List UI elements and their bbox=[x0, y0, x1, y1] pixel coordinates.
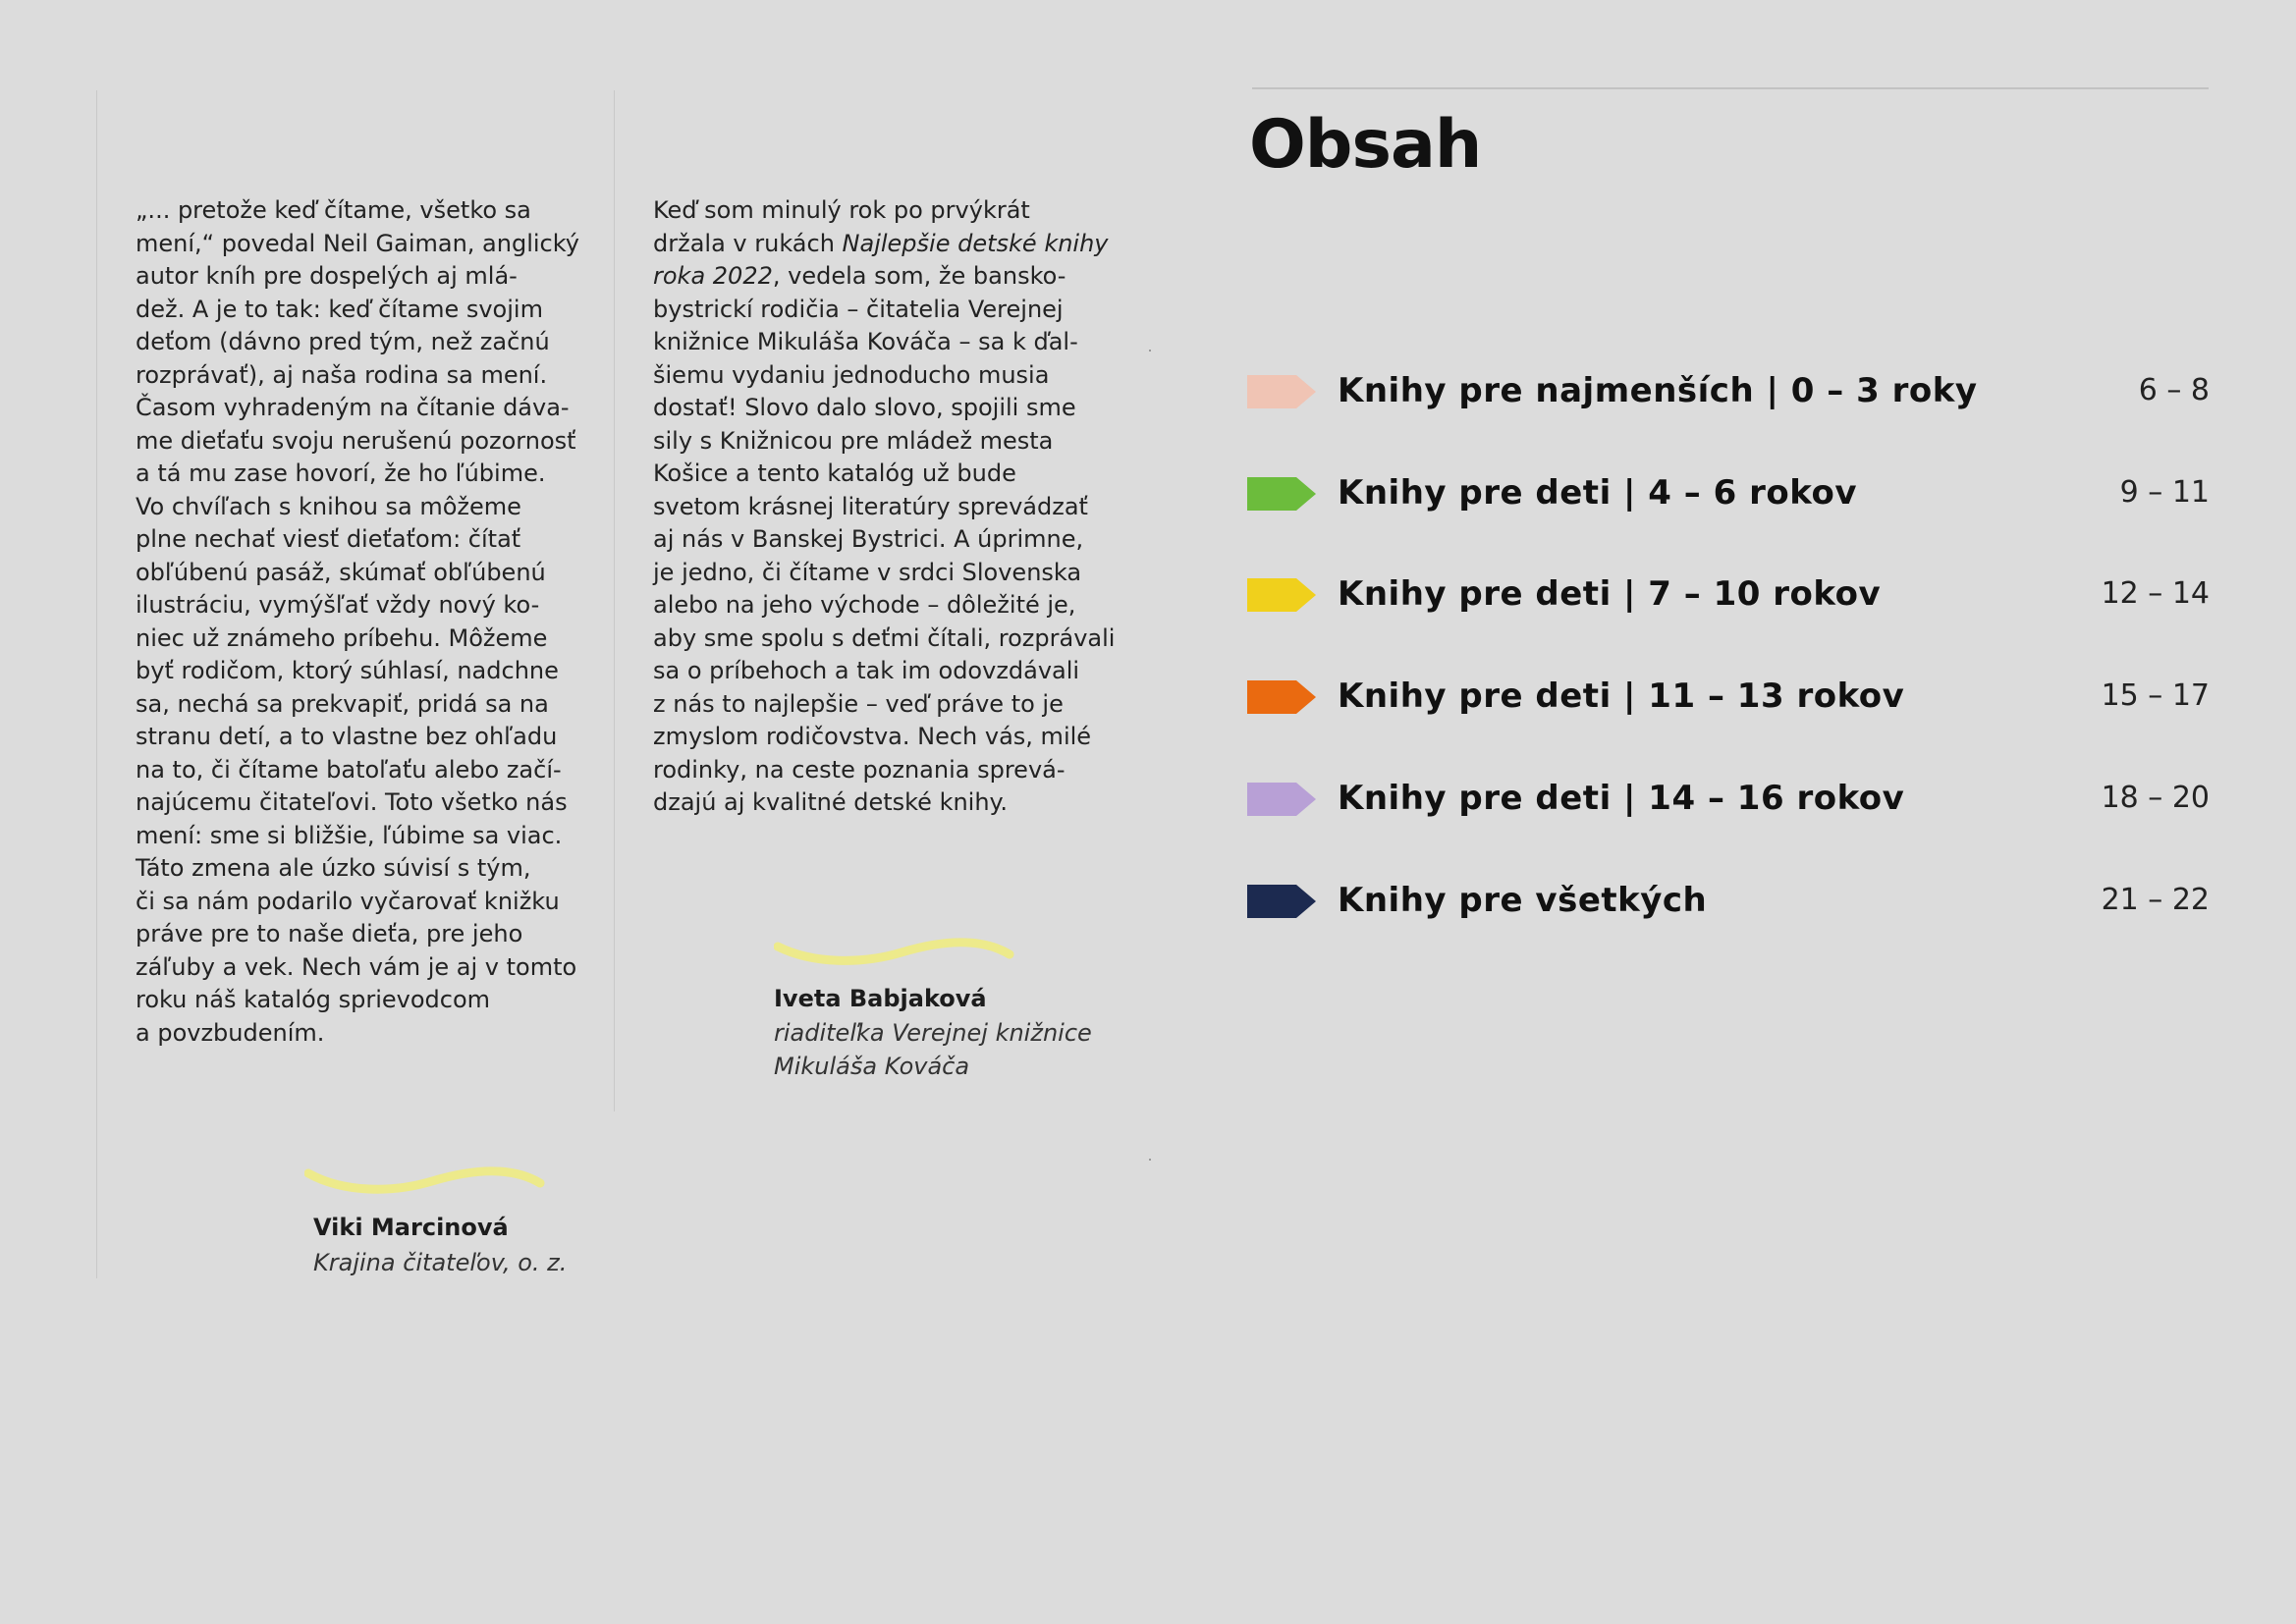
color-tag-icon bbox=[1247, 475, 1318, 513]
middle-text-line bbox=[653, 491, 1088, 524]
left-text-line: deťom (dávno pred tým, než začnú bbox=[136, 328, 550, 355]
middle-text-line bbox=[653, 425, 1075, 459]
left-text-line: Časom vyhradeným na čítanie dáva- bbox=[136, 394, 570, 421]
middle-text-line bbox=[653, 228, 1109, 261]
signature-name-left: Viki Marcinová bbox=[313, 1214, 509, 1241]
middle-text-line bbox=[653, 655, 1080, 688]
left-text-line: sa, nechá sa prekvapiť, pridá sa na bbox=[136, 689, 549, 718]
middle-text-line bbox=[653, 623, 1116, 656]
toc-item[interactable] bbox=[1247, 775, 2210, 824]
left-text-line: plne nechať viesť dieťaťom: čítať bbox=[136, 525, 521, 553]
signature-role-left: Krajina čitateľov, o. z. bbox=[313, 1249, 568, 1276]
text-segment: z nás to najlepšie – veď práve to je bbox=[653, 689, 1064, 718]
column-rule-middle bbox=[614, 90, 615, 1111]
middle-text-line bbox=[653, 786, 1075, 820]
toc-item[interactable] bbox=[1247, 570, 2210, 620]
left-text-line: byť rodičom, ktorý súhlasí, nadchne bbox=[136, 657, 559, 684]
scan-dot bbox=[1149, 350, 1151, 352]
italic-title: Najlepšie detské knihy bbox=[842, 229, 1109, 257]
left-text-line: najúcemu čitateľovi. Toto všetko nás bbox=[136, 788, 568, 816]
text-segment: Košice a tento katalóg už bude bbox=[653, 460, 1016, 487]
middle-text-line bbox=[653, 523, 1084, 557]
toc-item[interactable] bbox=[1247, 673, 2210, 722]
left-text-line: dež. A je to tak: keď čítame svojim bbox=[136, 295, 543, 323]
left-text-line: a tá mu zase hovorí, že ho ľúbime. bbox=[136, 460, 546, 487]
left-text-line: práve pre to naše dieťa, pre jeho bbox=[136, 920, 523, 947]
left-text-line: niec už známeho príbehu. Môžeme bbox=[136, 623, 548, 652]
color-tag-icon bbox=[1247, 883, 1318, 920]
text-segment: bystrickí rodičia – čitatelia Verejnej bbox=[653, 295, 1064, 323]
left-text-line: Vo chvíľach s knihou sa môžeme bbox=[136, 492, 521, 520]
color-tag-icon bbox=[1247, 373, 1318, 410]
toc-item-pages: 18 – 20 bbox=[2101, 781, 2210, 815]
middle-text-line bbox=[653, 458, 1075, 491]
left-text-line: či sa nám podarilo vyčarovať knižku bbox=[136, 887, 560, 915]
signature-role-middle-line2: Mikuláša Kováča bbox=[774, 1053, 970, 1080]
left-text-line: ilustráciu, vymýšľať vždy nový ko- bbox=[136, 591, 540, 619]
toc-item-label: Knihy pre deti | 14 – 16 rokov bbox=[1338, 779, 1905, 818]
text-segment: držala v rukách bbox=[653, 229, 843, 257]
middle-text-line bbox=[653, 589, 1075, 623]
toc-item-pages: 6 – 8 bbox=[2138, 373, 2210, 407]
toc-top-rule bbox=[1252, 87, 2209, 89]
middle-text-line bbox=[653, 688, 1075, 722]
middle-text-line bbox=[653, 294, 1075, 327]
color-tag-icon bbox=[1247, 781, 1318, 818]
text-segment: je jedno, či čítame v srdci Slovenska bbox=[653, 558, 1082, 586]
left-text-line: me dieťaťu svoju nerušenú pozornosť bbox=[136, 426, 576, 455]
middle-text-line bbox=[653, 260, 1075, 294]
left-text-line: autor kníh pre dospelých aj mlá- bbox=[136, 262, 518, 290]
text-segment: aj nás v Banskej Bystrici. A úprimne, bbox=[653, 525, 1084, 553]
middle-text-line bbox=[653, 194, 1075, 228]
toc-item-pages: 12 – 14 bbox=[2101, 576, 2210, 611]
left-text-line: roku náš katalóg sprievodcom bbox=[136, 986, 491, 1013]
left-text-line: „... pretože keď čítame, všetko sa bbox=[136, 196, 531, 224]
toc-item[interactable] bbox=[1247, 367, 2210, 416]
text-segment: sa o príbehoch a tak im odovzdávali bbox=[653, 657, 1080, 684]
text-segment: svetom krásnej literatúry sprevádzať bbox=[653, 492, 1088, 520]
yellow-swash-left bbox=[304, 1162, 545, 1196]
column-rule-left bbox=[96, 90, 97, 1278]
color-tag-icon bbox=[1247, 576, 1318, 614]
left-text-line: a povzbudením. bbox=[136, 1018, 325, 1047]
text-segment: zmyslom rodičovstva. Nech vás, milé bbox=[653, 723, 1092, 750]
color-tag-icon bbox=[1247, 678, 1318, 716]
italic-title: roka 2022 bbox=[653, 262, 773, 290]
middle-text-line bbox=[653, 754, 1075, 787]
toc-item-label: Knihy pre všetkých bbox=[1338, 881, 1708, 920]
text-segment: šiemu vydaniu jednoducho musia bbox=[653, 360, 1050, 389]
left-text-line: mení,“ povedal Neil Gaiman, anglický bbox=[136, 229, 579, 257]
toc-item-pages: 15 – 17 bbox=[2101, 678, 2210, 713]
toc-item[interactable] bbox=[1247, 877, 2210, 926]
middle-text-line bbox=[653, 359, 1075, 393]
left-text-line: mení: sme si bližšie, ľúbime sa viac. bbox=[136, 821, 563, 849]
middle-text-line bbox=[653, 557, 1082, 590]
left-text-line: rozprávať), aj naša rodina sa mení. bbox=[136, 360, 548, 389]
middle-text-line bbox=[653, 721, 1092, 754]
toc-item-label: Knihy pre deti | 4 – 6 rokov bbox=[1338, 473, 1857, 513]
toc-item[interactable] bbox=[1247, 469, 2210, 518]
left-text-line: obľúbenú pasáž, skúmať obľúbenú bbox=[136, 558, 546, 586]
left-text-line: na to, či čítame batoľaťu alebo začí- bbox=[136, 755, 562, 784]
text-segment: alebo na jeho východe – dôležité je, bbox=[653, 591, 1076, 619]
toc-item-pages: 9 – 11 bbox=[2119, 475, 2210, 510]
text-segment: knižnice Mikuláša Kováča – sa k ďal- bbox=[653, 328, 1078, 355]
left-text-line: stranu detí, a to vlastne bez ohľadu bbox=[136, 723, 558, 750]
toc-item-pages: 21 – 22 bbox=[2101, 883, 2210, 917]
middle-text-line bbox=[653, 326, 1078, 359]
text-segment: dzajú aj kvalitné detské knihy. bbox=[653, 788, 1008, 816]
toc-title: Obsah bbox=[1249, 106, 1482, 184]
yellow-swash-middle bbox=[774, 935, 1014, 969]
text-segment: sily s Knižnicou pre mládež mesta bbox=[653, 426, 1054, 455]
toc-item-label: Knihy pre deti | 11 – 13 rokov bbox=[1338, 677, 1905, 716]
toc-item-label: Knihy pre deti | 7 – 10 rokov bbox=[1338, 574, 1882, 614]
middle-column-text bbox=[653, 194, 1116, 820]
left-text-line: Táto zmena ale úzko súvisí s tým, bbox=[136, 854, 531, 882]
toc-item-label: Knihy pre najmenších | 0 – 3 roky bbox=[1338, 371, 1978, 410]
signature-role-middle-line1: riaditeľka Verejnej knižnice bbox=[774, 1019, 1092, 1047]
signature-name-middle: Iveta Babjaková bbox=[774, 985, 987, 1012]
text-segment: Keď som minulý rok po prvýkrát bbox=[653, 196, 1030, 224]
text-segment: rodinky, na ceste poznania sprevá- bbox=[653, 755, 1066, 784]
middle-text-line bbox=[653, 392, 1075, 425]
left-column-text bbox=[136, 194, 579, 1050]
left-text-line: záľuby a vek. Nech vám je aj v tomto bbox=[136, 952, 577, 981]
scan-dot bbox=[1149, 1159, 1151, 1161]
text-segment: dostať! Slovo dalo slovo, spojili sme bbox=[653, 394, 1076, 421]
text-segment: aby sme spolu s deťmi čítali, rozprávali bbox=[653, 623, 1116, 652]
text-segment: , vedela som, že bansko- bbox=[772, 262, 1066, 290]
